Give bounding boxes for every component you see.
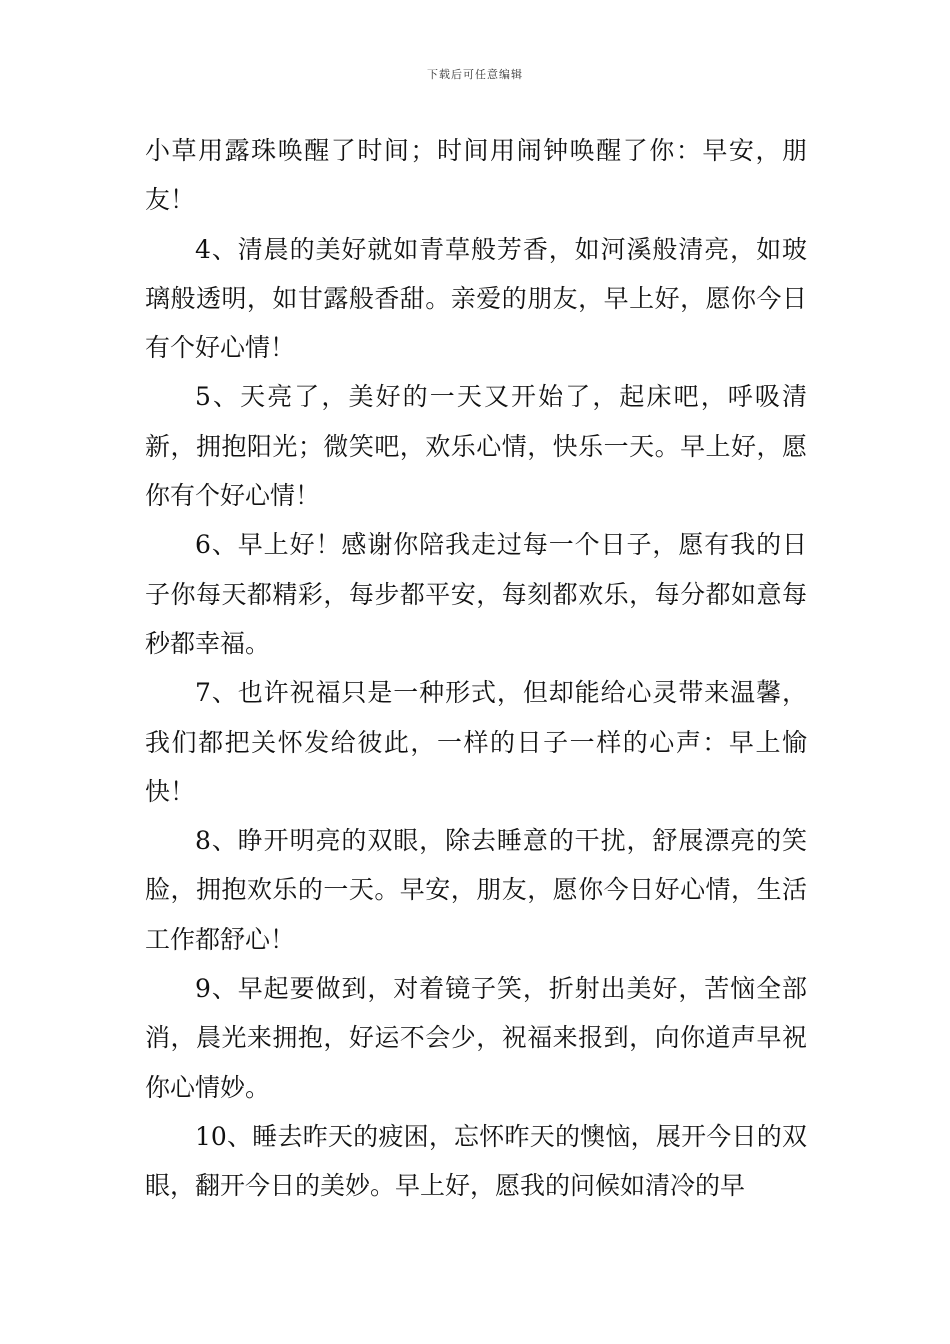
paragraph-item-10: 10、睡去昨天的疲困，忘怀昨天的懊恼，展开今日的双眼，翻开今日的美妙。早上好，愿我的问候如清冷的早: [145, 1121, 807, 1201]
paragraph-item-4: 4、清晨的美好就如青草般芳香，如河溪般清亮，如玻璃般透明，如甘露般香甜。亲爱的朋友，早上好，愿你今日有个好心情！: [145, 234, 807, 363]
paragraph-item-8: 8、睁开明亮的双眼，除去睡意的干扰，舒展漂亮的笑脸，拥抱欢乐的一天。早安，朋友，愿你今日好心情，生活工作都舒心！: [145, 826, 807, 954]
paragraph-item-7: 7、也许祝福只是一种形式，但却能给心灵带来温馨，我们都把关怀发给彼此，一样的日子一样的心声：早上愉快！: [145, 678, 807, 806]
paragraph-continuation: 小草用露珠唤醒了时间；时间用闹钟唤醒了你：早安，朋友！: [145, 136, 807, 215]
document-body: [145, 126, 807, 1211]
paragraph-item-6: 6、早上好！感谢你陪我走过每一个日子，愿有我的日子你每天都精彩，每步都平安，每刻都欢乐，每分都如意每秒都幸福。: [145, 530, 807, 658]
page-header-note: 下载后可任意编辑: [427, 68, 523, 81]
paragraph-item-5: 5、天亮了，美好的一天又开始了，起床吧，呼吸清新，拥抱阳光；微笑吧，欢乐心情，快乐一天。早上好，愿你有个好心情！: [145, 382, 807, 511]
paragraph-item-9: 9、早起要做到，对着镜子笑，折射出美好，苦恼全部消，晨光来拥抱，好运不会少，祝福来报到，向你道声早祝你心情妙。: [145, 974, 807, 1102]
